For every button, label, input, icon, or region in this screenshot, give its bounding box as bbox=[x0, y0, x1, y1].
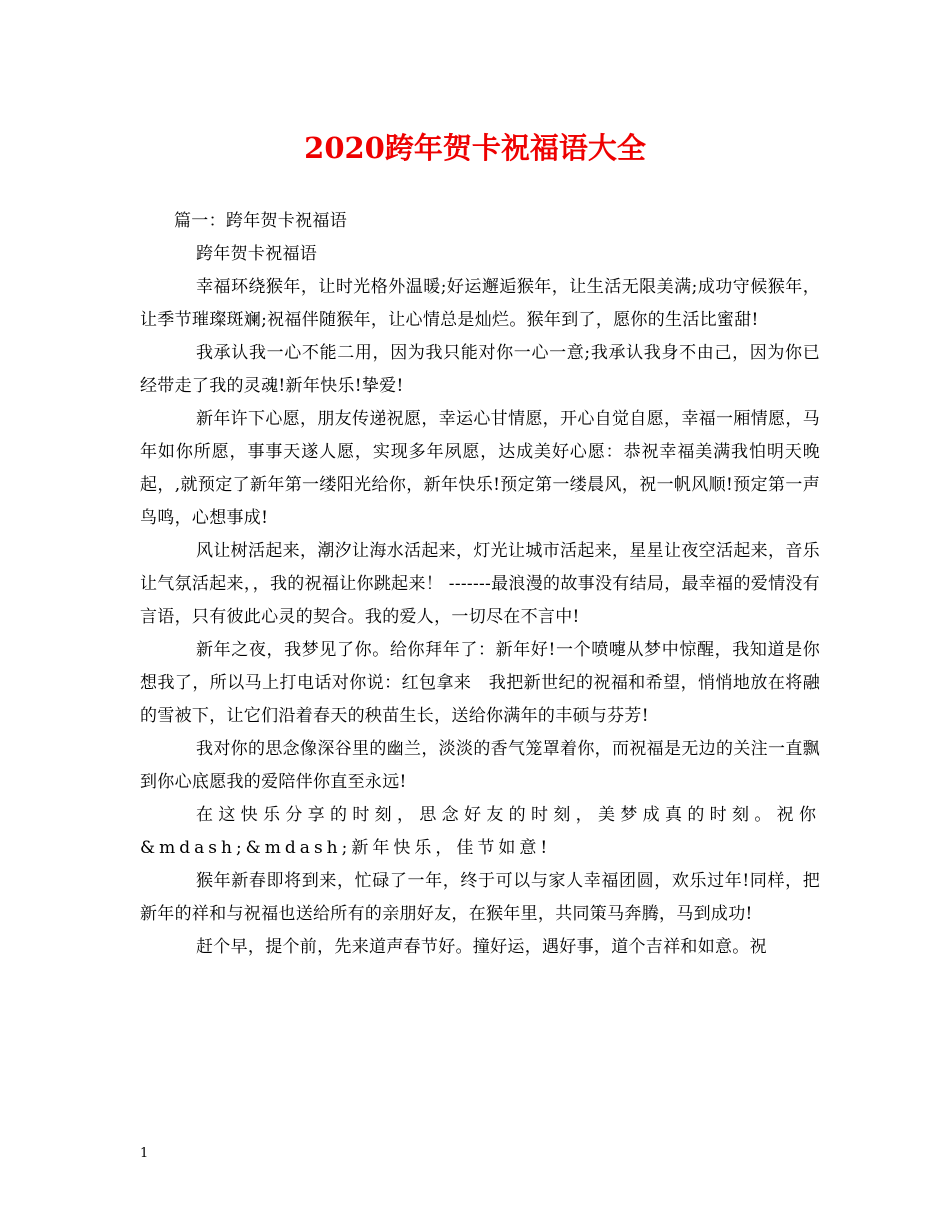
paragraph: 在这快乐分享的时刻，思念好友的时刻，美梦成真的时刻。祝你&mdash;&mdash;新年快乐，佳节如意! bbox=[140, 805, 820, 858]
paragraph: 新年之夜，我梦见了你。给你拜年了：新年好!一个喷嚏从梦中惊醒，我知道是你想我了，所以马上打电话对你说：红包拿来 我把新世纪的祝福和希望，悄悄地放在将融的雪被下，让它们沿着春天的秧苗生长，送给你满年的丰硕与芬芳! bbox=[140, 640, 820, 726]
paragraph: 赶个早，提个前，先来道声春节好。撞好运，遇好事，道个吉祥和如意。祝 bbox=[196, 937, 767, 957]
paragraph: 新年许下心愿，朋友传递祝愿，幸运心甘情愿，开心自觉自愿，幸福一厢情愿，马年如你所愿，事事天遂人愿，实现多年夙愿，达成美好心愿：恭祝幸福美满我怕明天晚起，,就预定了新年第一缕阳光给你，新年快乐!预定第一缕晨风，祝一帆风顺!预定第一声鸟鸣，心想事成! bbox=[140, 409, 820, 528]
paragraph: 猴年新春即将到来，忙碌了一年，终于可以与家人幸福团圆，欢乐过年!同样，把新年的祥和与祝福也送给所有的亲朋好友，在猴年里，共同策马奔腾，马到成功! bbox=[140, 871, 820, 924]
paragraph: 风让树活起来，潮汐让海水活起来，灯光让城市活起来，星星让夜空活起来，音乐让气氛活起来，，我的祝福让你跳起来！ -------最浪漫的故事没有结局，最幸福的爱情没有言语，只有彼此心灵的契合。我的爱人，一切尽在不言中! bbox=[140, 541, 820, 627]
document-title: 2020跨年贺卡祝福语大全 bbox=[304, 131, 646, 165]
paragraph: 我承认我一心不能二用，因为我只能对你一心一意;我承认我身不由己，因为你已经带走了我的灵魂!新年快乐!挚爱! bbox=[140, 343, 820, 396]
paragraph: 我对你的思念像深谷里的幽兰，淡淡的香气笼罩着你，而祝福是无边的关注一直飘到你心底愿我的爱陪伴你直至永远! bbox=[140, 739, 820, 792]
subheading: 跨年贺卡祝福语 bbox=[196, 244, 318, 264]
page-number: 1 bbox=[140, 1146, 149, 1161]
document-body bbox=[140, 205, 820, 964]
section-heading: 篇一：跨年贺卡祝福语 bbox=[174, 211, 347, 231]
paragraph: 幸福环绕猴年，让时光格外温暖;好运邂逅猴年，让生活无限美满;成功守候猴年，让季节璀璨斑斓;祝福伴随猴年，让心情总是灿烂。猴年到了，愿你的生活比蜜甜! bbox=[140, 277, 820, 330]
